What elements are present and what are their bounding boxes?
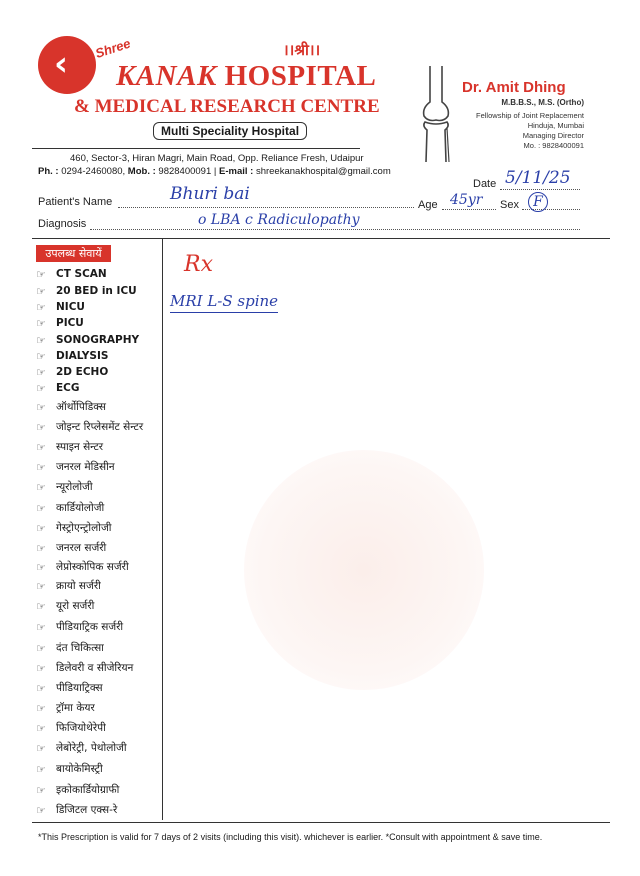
service-item [36,498,104,518]
email: shreekanakhospital@gmail.com [255,166,391,177]
hospital-name-b: HOSPITAL [216,60,377,92]
service-label: फिजियोथेरेपी [56,722,106,734]
service-item [36,638,104,658]
doctor-degree: M.B.B.S., M.S. (Ortho) [501,98,584,107]
service-label: बायोकेमिस्ट्री [56,763,103,775]
service-item [36,759,103,779]
service-item [36,800,117,820]
sex-label: Sex [500,199,519,211]
service-label: जनरल सर्जरी [56,542,107,554]
doctor-role: Managing Director [522,131,584,140]
address: 460, Sector-3, Hiran Magri, Main Road, Opp. Reliance Fresh, Udaipur [70,153,364,164]
service-label: SONOGRAPHY [56,334,140,346]
service-label: डिलेवरी व सीजेरियन [56,662,134,674]
diagnosis-label: Diagnosis [38,218,87,230]
service-label: जनरल मेडिसीन [56,461,115,473]
pointing-hand-icon: ☞ [36,620,46,634]
service-item [36,718,106,738]
service-label: 2D ECHO [56,366,109,378]
service-item [36,658,133,678]
service-item [36,417,143,437]
service-item [36,437,103,457]
shree-mark: ।।श्री।। [283,41,321,59]
service-label: न्यूरोलोजी [56,481,93,493]
service-label: पीडियाट्रिक्स [56,682,103,694]
service-label: पीडियाट्रिक सर्जरी [56,621,124,633]
pointing-hand-icon: ☞ [36,641,46,655]
services-title: उपलब्ध सेवायें [36,245,111,262]
service-label: ECG [56,382,80,394]
date-line [500,189,580,190]
age-line [442,209,496,210]
service-label: दंत चिकित्सा [56,642,104,654]
pointing-hand-icon: ☞ [36,400,46,414]
mob-label: Mob. : [127,166,156,177]
service-item [36,780,119,800]
service-label: स्पाइन सेन्टर [56,441,104,453]
pointing-hand-icon: ☞ [36,300,46,314]
pointing-hand-icon: ☞ [36,560,46,574]
diagnosis-line [90,229,580,230]
pointing-hand-icon: ☞ [36,661,46,675]
email-label: E-mail : [219,166,254,177]
service-label: लेबोरेट्री, पेथोलोजी [56,742,127,754]
doctor-name: Dr. Amit Dhing [462,79,566,96]
pointing-hand-icon: ☞ [36,365,46,379]
knee-joint-icon [416,66,456,162]
patient-name-line [118,207,414,208]
watermark-logo [244,450,484,690]
phone-label: Ph. : [38,166,59,177]
service-item [36,596,94,616]
service-label: जोइन्ट रिप्लेसमेंट सेन्टर [56,421,144,433]
service-item [36,678,103,698]
footer-note: *This Prescription is valid for 7 days of 2 visits (including this visit). whichever is earlier. *Consult with appointment & save time. [38,832,543,842]
age-label: Age [418,199,438,211]
phone: 0294-2460080, [61,166,126,177]
service-item [36,576,101,596]
service-item [36,698,95,718]
service-label: इकोकार्डियोग्राफी [56,784,120,796]
hospital-name-a: KANAK [116,60,217,92]
rx-symbol: Rx [184,252,213,277]
service-item [36,538,106,558]
service-item [36,557,129,577]
service-label: यूरो सर्जरी [56,600,95,612]
tagline-badge: Multi Speciality Hospital [153,122,307,140]
service-label: डिजिटल एक्स-रे [56,804,118,816]
hospital-name [116,60,376,93]
service-item [36,457,115,477]
patient-name-label: Patient's Name [38,196,113,208]
pointing-hand-icon: ☞ [36,267,46,281]
pointing-hand-icon: ☞ [36,762,46,776]
body-divider [32,238,610,239]
service-label: 20 BED in ICU [56,285,137,297]
pointing-hand-icon: ☞ [36,480,46,494]
pointing-hand-icon: ☞ [36,783,46,797]
pointing-hand-icon: ☞ [36,420,46,434]
pointing-hand-icon: ☞ [36,381,46,395]
footer-divider [32,822,610,823]
pointing-hand-icon: ☞ [36,741,46,755]
service-label: गेस्ट्रोएन्ट्रोलोजी [56,522,112,534]
shree-word: Shree [93,35,133,61]
pointing-hand-icon: ☞ [36,333,46,347]
service-item [36,397,106,417]
contact-line [38,166,391,177]
doctor-fellowship: Fellowship of Joint Replacement [476,111,584,120]
pointing-hand-icon: ☞ [36,721,46,735]
pointing-hand-icon: ☞ [36,803,46,817]
pointing-hand-icon: ☞ [36,579,46,593]
mobile: 9828400091 | [158,166,217,177]
service-label: DIALYSIS [56,350,109,362]
header-divider [32,148,360,149]
service-item [36,378,80,398]
centre-name: & MEDICAL RESEARCH CENTRE [74,96,380,117]
diagnosis-value: o LBA c Radiculopathy [198,212,360,228]
service-item [36,617,123,637]
prescription-line-1: MRI L-S spine [170,292,278,313]
service-item [36,518,111,538]
pointing-hand-icon: ☞ [36,701,46,715]
pointing-hand-icon: ☞ [36,599,46,613]
service-label: NICU [56,301,85,313]
service-label: ट्रॉमा केयर [56,702,95,714]
service-label: CT SCAN [56,268,107,280]
pointing-hand-icon: ☞ [36,501,46,515]
services-column-divider [162,238,163,820]
service-item [36,738,127,758]
date-value: 5/11/25 [505,168,571,188]
pointing-hand-icon: ☞ [36,284,46,298]
pointing-hand-icon: ☞ [36,460,46,474]
pointing-hand-icon: ☞ [36,681,46,695]
pointing-hand-icon: ☞ [36,316,46,330]
service-item [36,477,93,497]
logo-mark-icon: ‹ [54,44,69,84]
service-label: लेप्रोस्कोपिक सर्जरी [56,561,129,573]
doctor-institute: Hinduja, Mumbai [527,121,584,130]
service-label: ऑर्थोपिडिक्स [56,401,106,413]
service-label: PICU [56,317,84,329]
service-label: कार्डियोलोजी [56,502,105,514]
pointing-hand-icon: ☞ [36,521,46,535]
sex-value: F [528,192,548,212]
service-label: क्रायो सर्जरी [56,580,101,592]
pointing-hand-icon: ☞ [36,541,46,555]
date-label: Date [473,178,497,190]
patient-name-value: Bhuri bai [170,184,250,204]
pointing-hand-icon: ☞ [36,440,46,454]
age-value: 45yr [450,192,483,208]
doctor-mobile: Mo. : 9828400091 [523,141,584,150]
pointing-hand-icon: ☞ [36,349,46,363]
